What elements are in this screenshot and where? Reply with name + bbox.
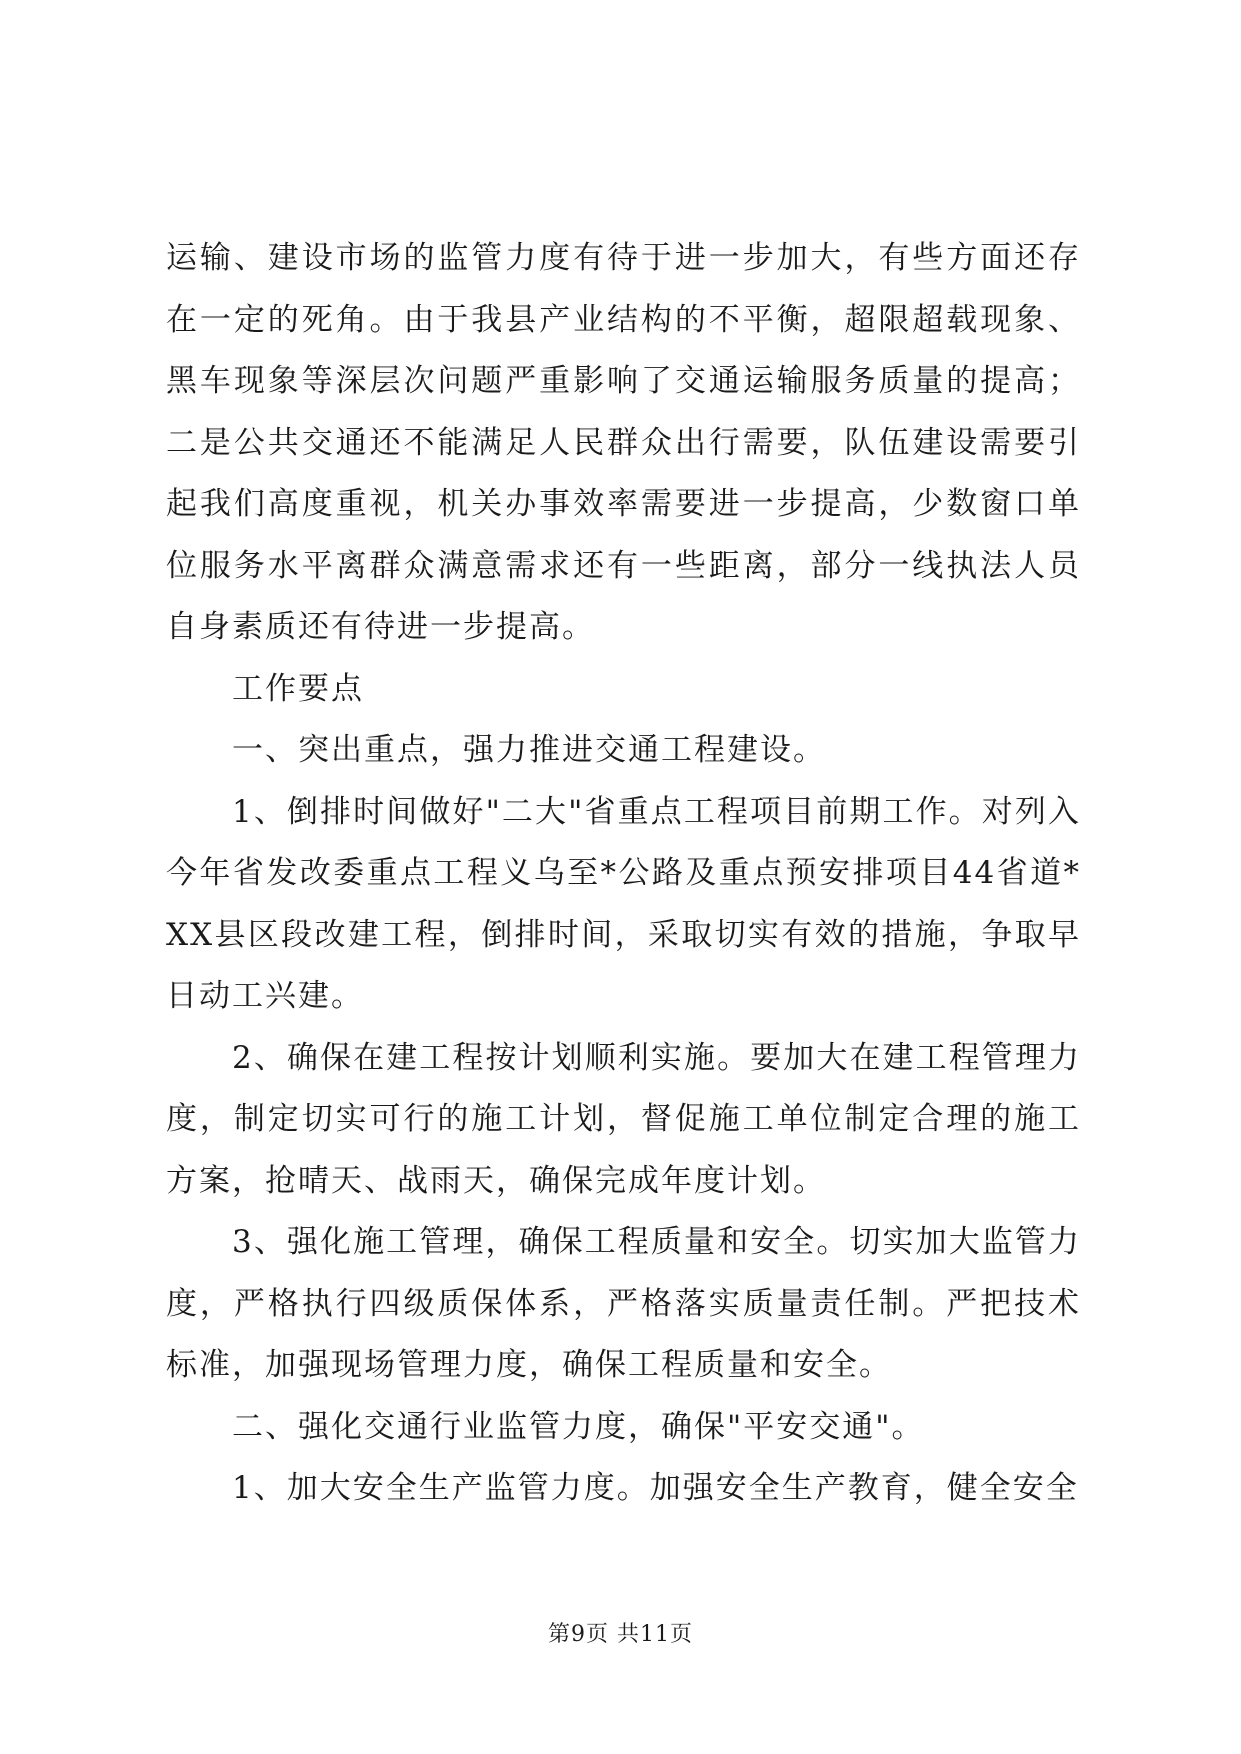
document-body <box>166 228 1081 1520</box>
section-heading-2: 二、强化交通行业监管力度，确保"平安交通"。 <box>232 1408 925 1445</box>
paragraph-item-1-2: 2、确保在建工程按计划顺利实施。要加大在建工程管理力度，制定切实可行的施工计划，督促施工单位制定合理的施工方案，抢晴天、战雨天，确保完成年度计划。 <box>166 1039 1081 1199</box>
section-heading-1: 一、突出重点，强力推进交通工程建设。 <box>232 732 826 768</box>
page-number-footer: 第9页 共11页 <box>548 1622 693 1647</box>
section-heading-work-points: 工作要点 <box>232 670 364 707</box>
paragraph-item-1-1: 1、倒排时间做好"二大"省重点工程项目前期工作。对列入今年省发改委重点工程义乌至*公路及重点预安排项目44省道*XX县区段改建工程，倒排时间，采取切实有效的措施，争取早日动工兴建。 <box>166 793 1081 1014</box>
paragraph-item-1-3: 3、强化施工管理，确保工程质量和安全。切实加大监管力度，严格执行四级质保体系，严格落实质量责任制。严把技术标准，加强现场管理力度，确保工程质量和安全。 <box>166 1224 1081 1383</box>
paragraph-1: 运输、建设市场的监管力度有待于进一步加大，有些方面还存在一定的死角。由于我县产业结构的不平衡，超限超载现象、黑车现象等深层次问题严重影响了交通运输服务质量的提高；二是公共交通还不能满足人民群众出行需要，队伍建设需要引起我们高度重视，机关办事效率需要进一步提高，少数窗口单位服务水平离群众满意需求还有一些距离，部分一线执法人员自身素质还有待进一步提高。 <box>166 240 1081 645</box>
paragraph-item-2-1: 1、加大安全生产监管力度。加强安全生产教育，健全安全 <box>232 1470 1079 1506</box>
